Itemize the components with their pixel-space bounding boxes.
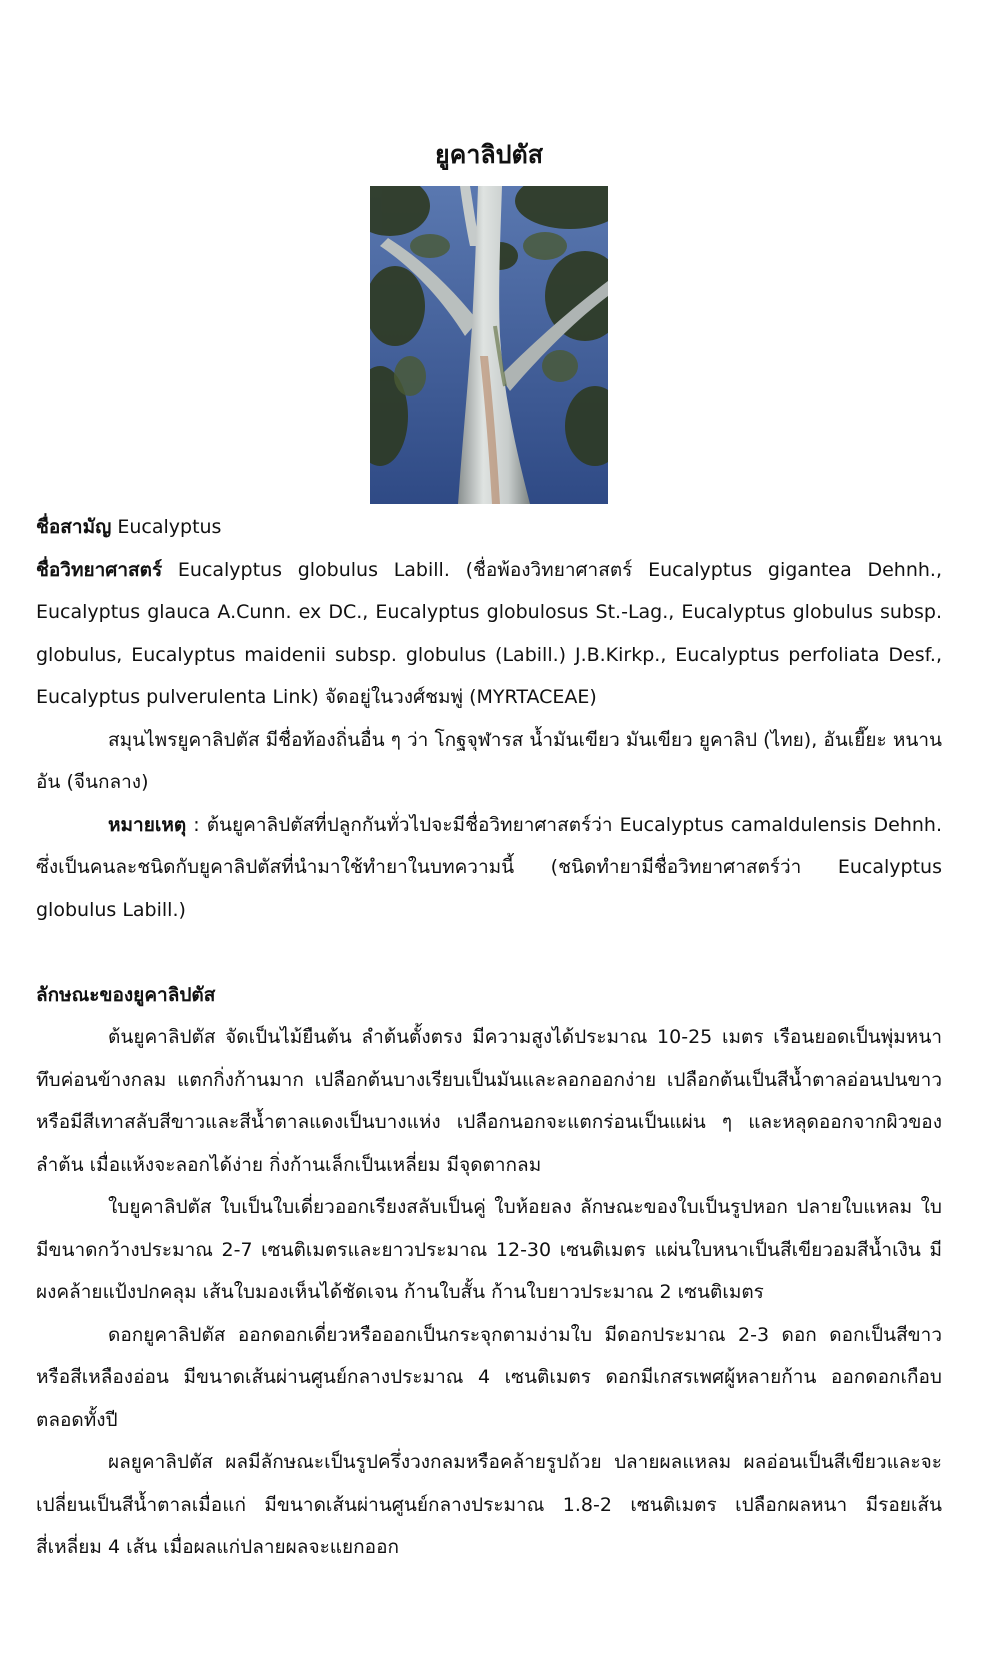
flower-description-paragraph: ดอกยูคาลิปตัส ออกดอกเดี่ยวหรือออกเป็นกระจุกตามง่ามใบ มีดอกประมาณ 2-3 ดอก ดอกเป็นสีขาวหรือสีเหลืองอ่อน มีขนาดเส้นผ่านศูนย์กลางประมาณ 4 เซนติเมตร ดอกมีเกสรเพศผู้หลายก้าน ออกดอกเกือบตลอดทั้งปี [36,1323,942,1431]
leaf-description-paragraph: ใบยูคาลิปตัส ใบเป็นใบเดี่ยวออกเรียงสลับเป็นคู่ ใบห้อยลง ลักษณะของใบเป็นรูปหอก ปลายใบแหลม ใบมีขนาดกว้างประมาณ 2-7 เซนติเมตรและยาวประมาณ 12-30 เซนติเมตร แผ่นใบหนาเป็นสีเขียวอมสีน้ำเงิน มีผงคล้ายแป้งปกคลุม เส้นใบมองเห็นได้ชัดเจน ก้านใบสั้น ก้านใบยาวประมาณ 2 เซนติเมตร [36,1196,942,1303]
article-body [36,506,942,1569]
trunk-description-paragraph: ต้นยูคาลิปตัส จัดเป็นไม้ยืนต้น ลำต้นตั้งตรง มีความสูงได้ประมาณ 10-25 เมตร เรือนยอดเป็นพุ่มหนาทึบค่อนข้างกลม แตกกิ่งก้านมาก เปลือกต้นบางเรียบเป็นมันและลอกออกง่าย เปลือกต้นเป็นสีน้ำตาลอ่อนปนขาว หรือมีสีเทาสลับสีขาวและสีน้ำตาลแดงเป็นบางแห่ง เปลือกนอกจะแตกร่อนเป็นแผ่น ๆ และหลุดออกจากผิวของลำต้น เมื่อแห้งจะลอกได้ง่าย กิ่งก้านเล็กเป็นเหลี่ยม มีจุดตากลม [36,1026,942,1176]
scientific-name-value: Eucalyptus globulus Labill. (ชื่อพ้องวิทยาศาสตร์ Eucalyptus gigantea Dehnh., Eucalyptus glauca A.Cunn. ex DC., Eucalyptus globulosus St.-Lag., Eucalyptus globulus subsp. globulus, Eucalyptus maidenii subsp. globulus (Labill.) J.B.Kirkp., Eucalyptus perfoliata Desf., Eucalyptus pulverulenta Link) จัดอยู่ในวงศ์ชมพู่ (MYRTACEAE) [36,558,942,708]
fruit-description-paragraph: ผลยูคาลิปตัส ผลมีลักษณะเป็นรูปครึ่งวงกลมหรือคล้ายรูปถ้วย ปลายผลแหลม ผลอ่อนเป็นสีเขียวและจะเปลี่ยนเป็นสีน้ำตาลเมื่อแก่ มีขนาดเส้นผ่านศูนย์กลางประมาณ 1.8-2 เซนติเมตร เปลือกผลหนา มีรอยเส้นสี่เหลี่ยม 4 เส้น เมื่อผลแก่ปลายผลจะแยกออก [36,1451,942,1558]
note-label: หมายเหตุ [108,813,187,836]
common-name-paragraph [36,506,942,549]
section-heading: ลักษณะของยูคาลิปตัส [36,983,216,1006]
common-name-label: ชื่อสามัญ [36,516,112,538]
local-names-paragraph: สมุนไพรยูคาลิปตัส มีชื่อท้องถิ่นอื่น ๆ ว่า โกฐจุฬารส น้ำมันเขียว มันเขียว ยูคาลิป (ไทย), อันเยี๊ยะ หนานอัน (จีนกลาง) [36,728,942,793]
page-title: ยูคาลิปตัส [434,140,544,169]
scientific-name-label: ชื่อวิทยาศาสตร์ [36,558,163,581]
eucalyptus-tree-photo [370,186,608,504]
common-name-value: Eucalyptus [117,516,222,538]
scientific-name-paragraph [36,549,942,719]
note-paragraph [36,804,942,932]
note-value: : ต้นยูคาลิปตัสที่ปลูกกันทั่วไปจะมีชื่อวิทยาศาสตร์ว่า Eucalyptus camaldulensis Dehnh. ซึ่งเป็นคนละชนิดกับยูคาลิปตัสที่นำมาใช้ทำยาในบทความนี้ (ชนิดทำยามีชื่อวิทยาศาสตร์ว่า Eucalyptus globulus Labill.) [36,813,942,921]
